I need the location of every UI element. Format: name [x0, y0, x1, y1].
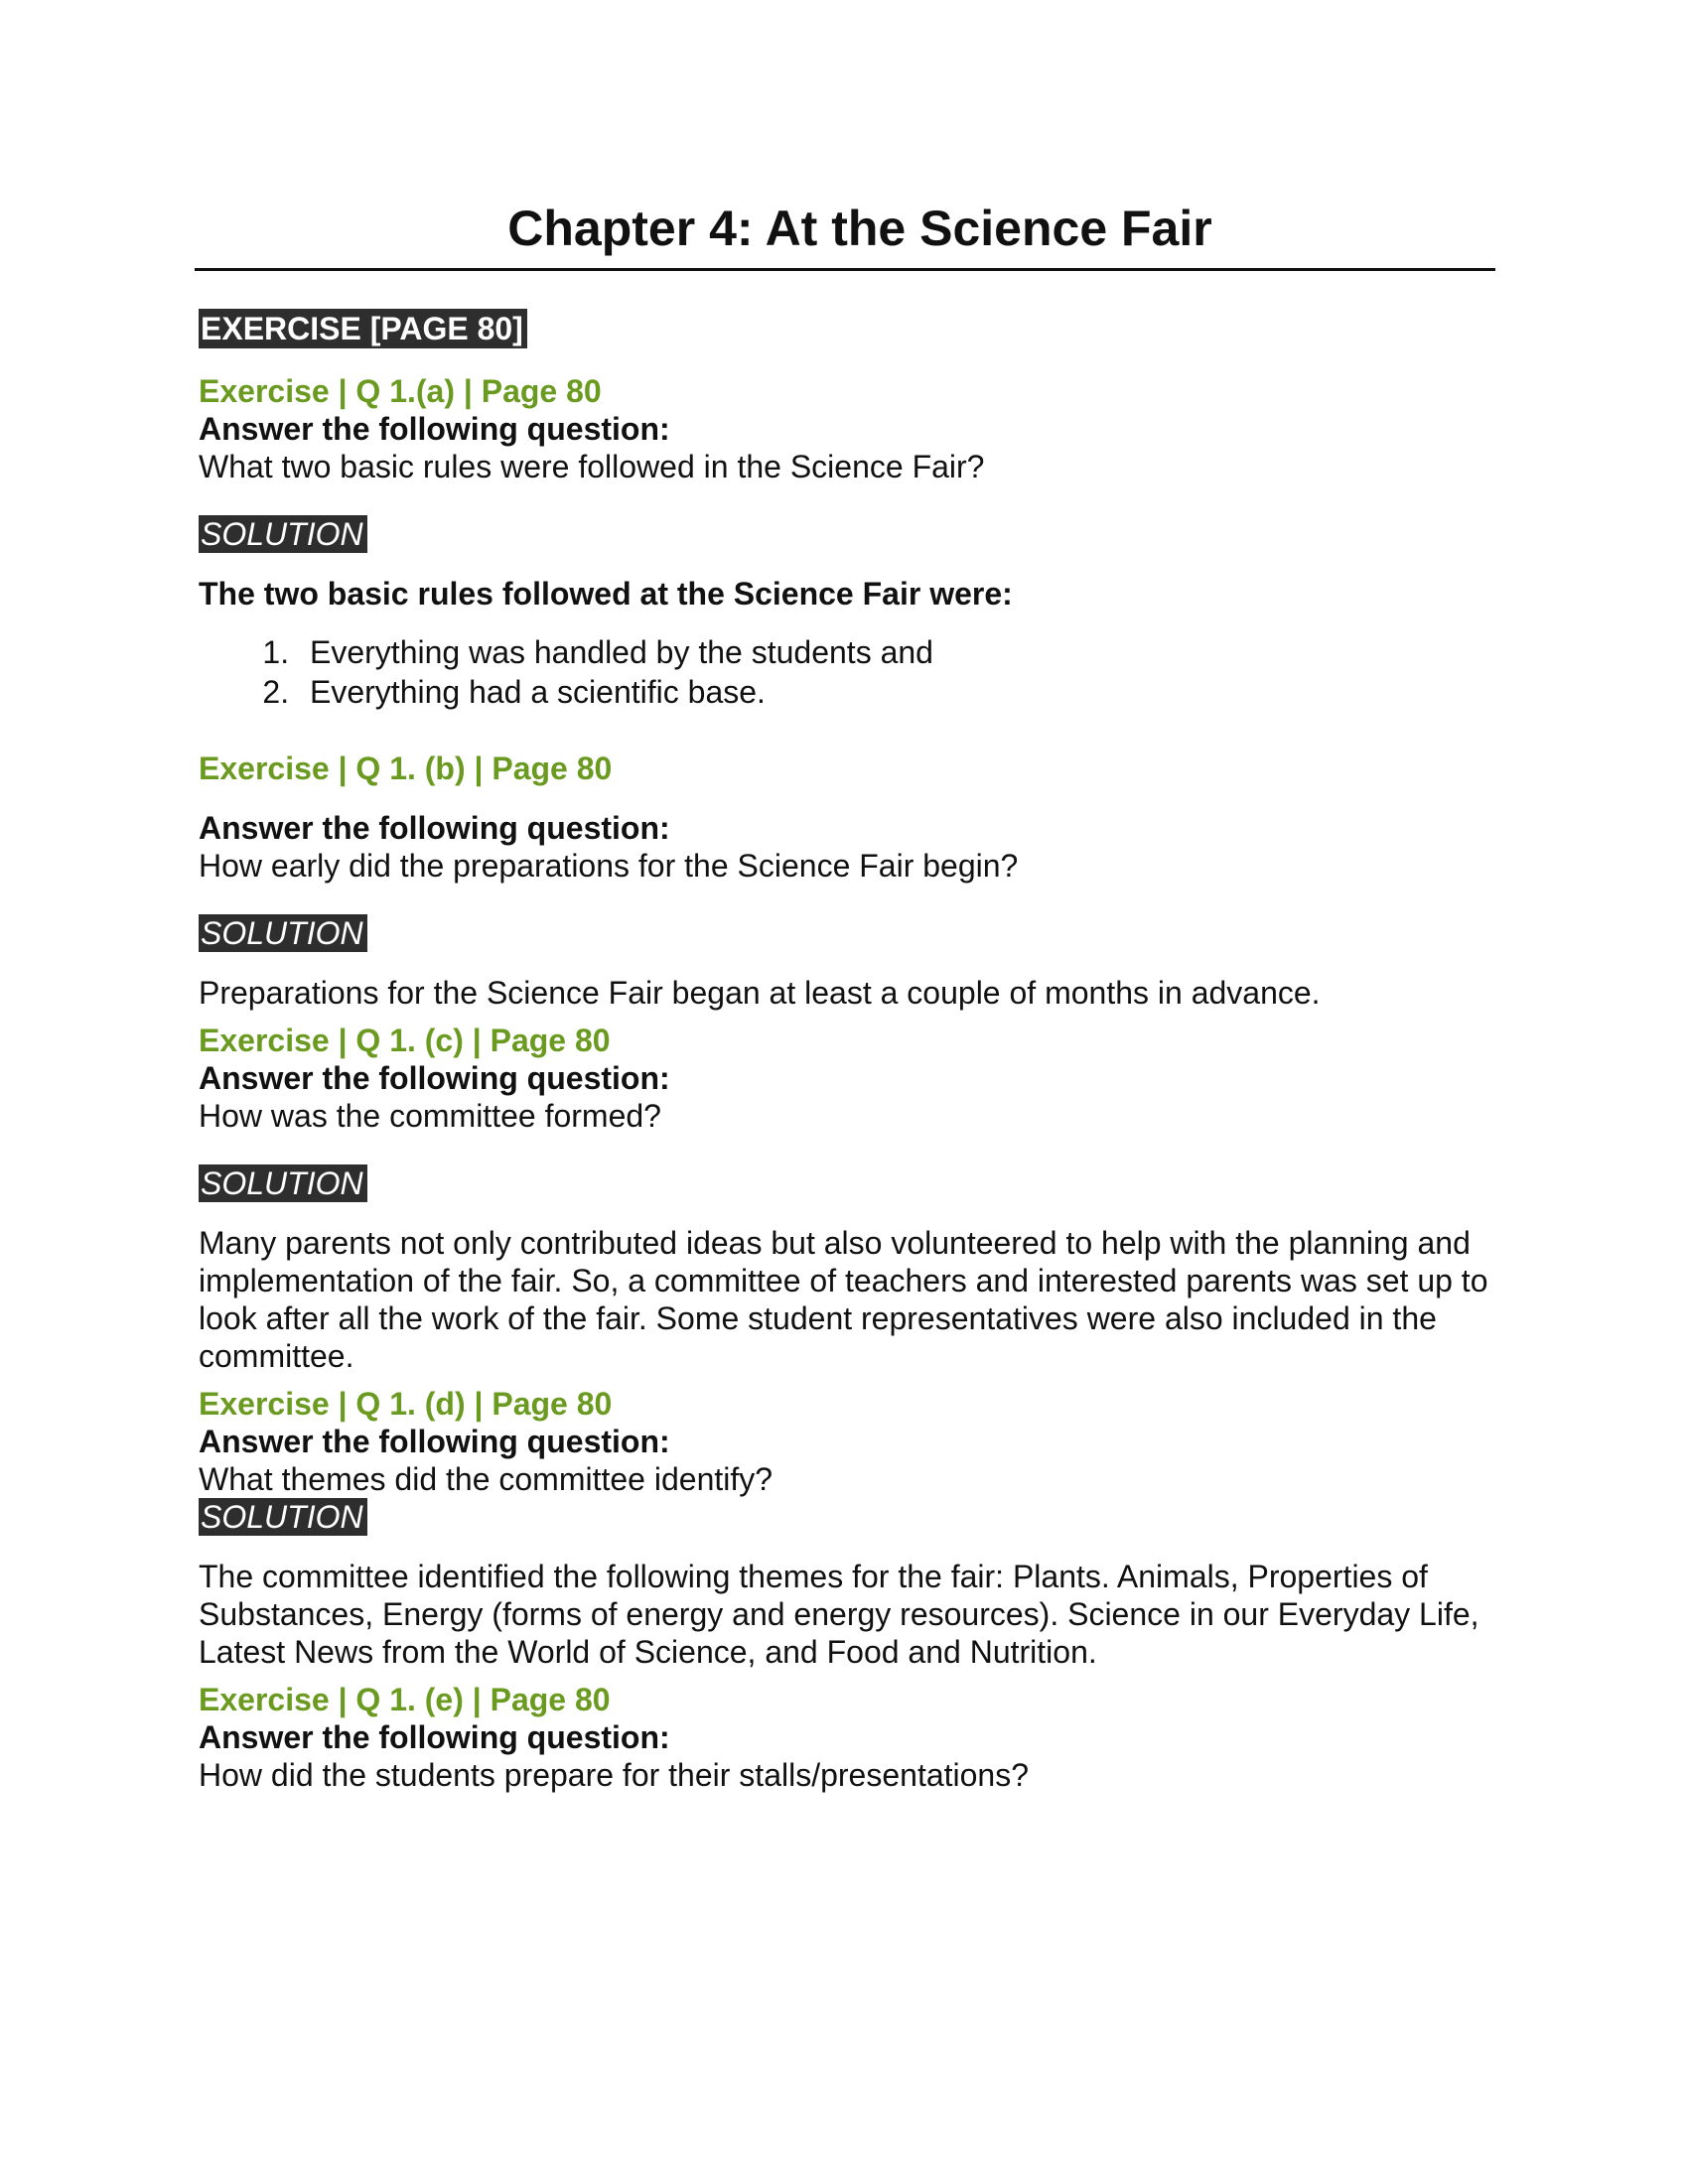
question-text: How did the students prepare for their stalls/presentations?: [199, 1757, 1030, 1793]
question-heading: Exercise | Q 1. (c) | Page 80: [199, 1023, 611, 1058]
answer-intro: The two basic rules followed at the Science Fair were:: [199, 576, 1013, 612]
question-text: How early did the preparations for the Science Fair begin?: [199, 848, 1019, 884]
question-prompt: Answer the following question:: [199, 411, 670, 447]
question-heading: Exercise | Q 1. (d) | Page 80: [199, 1386, 613, 1422]
answer-text: Many parents not only contributed ideas but also volunteered to help with the planning and implementation of the fair. So, a committee of teachers and interested parents was set up to look after all the work of the fair. Some student representatives were also included in the committee.: [199, 1225, 1488, 1374]
question-heading: Exercise | Q 1.(a) | Page 80: [199, 373, 602, 409]
question-prompt: Answer the following question:: [199, 1060, 670, 1096]
question-prompt: Answer the following question:: [199, 1424, 670, 1459]
list-item: 1. Everything was handled by the students and: [298, 632, 1495, 672]
answer-list: [199, 632, 1495, 712]
content: [195, 271, 1495, 1794]
question-prompt: Answer the following question:: [199, 810, 670, 846]
question-block-1a: [199, 372, 1495, 712]
question-text: What two basic rules were followed in the Science Fair?: [199, 449, 985, 484]
question-block-1d: [199, 1385, 1495, 1671]
question-text: How was the committee formed?: [199, 1098, 661, 1134]
solution-label: SOLUTION: [199, 515, 367, 553]
exercise-banner: EXERCISE [PAGE 80]: [199, 309, 527, 348]
answer-text: The committee identified the following themes for the fair: Plants. Animals, Properties of Substances, Energy (forms of energy and energy resources). Science in our Everyday Life, Latest News from the World of Science, and Food and Nutrition.: [199, 1559, 1479, 1670]
answer-text: Preparations for the Science Fair began at least a couple of months in advance.: [199, 975, 1321, 1011]
document-page: [195, 189, 1495, 1794]
question-heading: Exercise | Q 1. (b) | Page 80: [199, 751, 613, 786]
chapter-title: Chapter 4: At the Science Fair: [507, 201, 1212, 256]
question-prompt: Answer the following question:: [199, 1719, 670, 1755]
question-block-1e: [199, 1681, 1495, 1794]
question-text: What themes did the committee identify?: [199, 1461, 774, 1497]
solution-label: SOLUTION: [199, 1498, 367, 1536]
question-block-1b: [199, 750, 1495, 1012]
list-item: 2. Everything had a scientific base.: [298, 672, 1495, 712]
question-block-1c: [199, 1022, 1495, 1375]
question-heading: Exercise | Q 1. (e) | Page 80: [199, 1682, 611, 1717]
solution-label: SOLUTION: [199, 914, 367, 952]
solution-label: SOLUTION: [199, 1164, 367, 1202]
